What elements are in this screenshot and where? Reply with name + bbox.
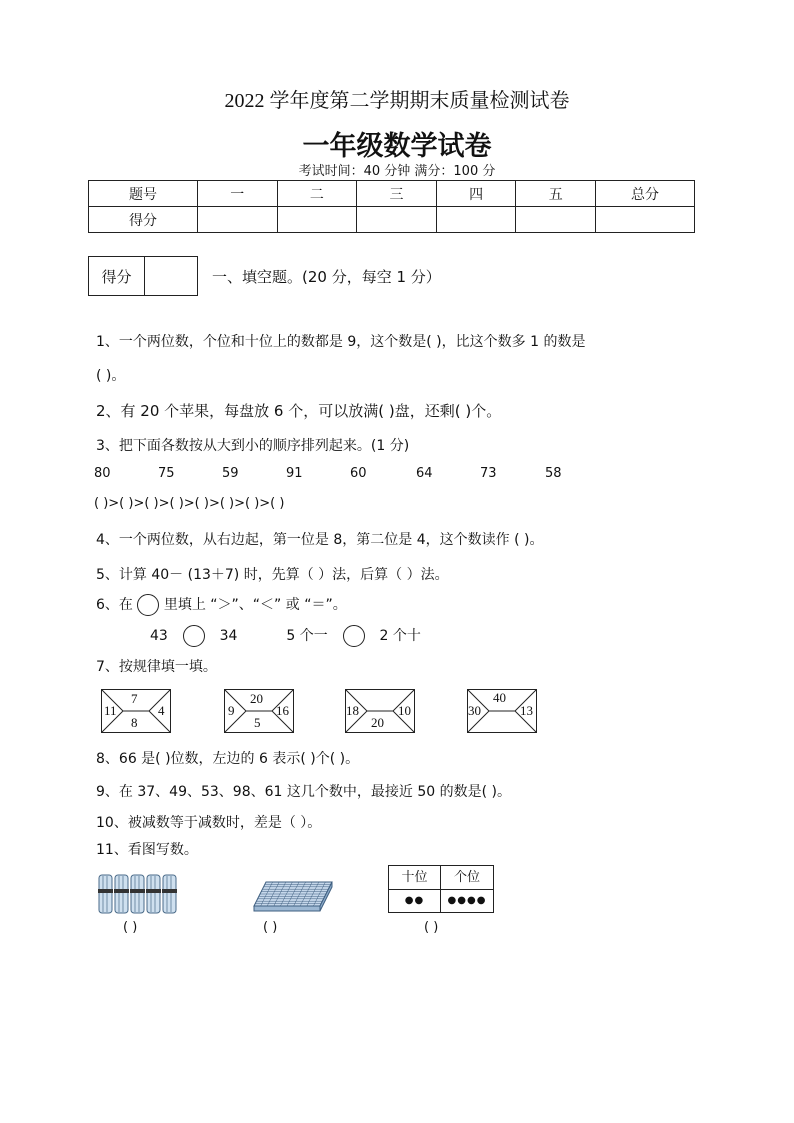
score-cell[interactable] <box>198 207 278 233</box>
score-header-cell: 四 <box>436 181 516 207</box>
envelope-2 <box>224 689 294 733</box>
question-6-prefix: 6、在 <box>96 597 133 613</box>
number-item: 60 <box>350 466 367 481</box>
envelope-top: 7 <box>131 691 138 706</box>
score-table-header-row <box>89 181 695 207</box>
score-header-cell: 题号 <box>89 181 198 207</box>
question-6-suffix: 里填上 “＞”、“＜” 或 “＝”。 <box>163 597 347 613</box>
answer-blank-2[interactable]: ( ) <box>263 920 278 935</box>
envelope-bottom: 20 <box>371 715 384 730</box>
score-header-cell: 总分 <box>596 181 695 207</box>
envelope-left: 18 <box>346 703 359 718</box>
section-score-box <box>88 256 198 296</box>
score-row-label: 得分 <box>89 207 198 233</box>
ones-dots: ●●●● <box>447 895 487 906</box>
question-6-items <box>150 625 421 647</box>
exam-title: 2022 学年度第二学期期末质量检测试卷 <box>224 90 570 112</box>
envelope-3 <box>345 689 415 733</box>
question-6 <box>96 594 347 616</box>
section-score-label: 得分 <box>89 257 145 295</box>
score-cell[interactable] <box>436 207 516 233</box>
envelope-1 <box>101 689 171 733</box>
question-1-line2: ( )。 <box>96 368 126 384</box>
question-5: 5、计算 40－ (13＋7) 时，先算（ ）法，后算（ ）法。 <box>96 567 449 583</box>
score-header-cell: 一 <box>198 181 278 207</box>
exam-info: 考试时间：40 分钟 满分：100 分 <box>298 164 496 179</box>
envelope-bottom: 8 <box>131 715 138 730</box>
number-item: 73 <box>480 466 497 481</box>
place-tens-header: 十位 <box>389 866 441 890</box>
envelope-4 <box>467 689 537 733</box>
number-item: 91 <box>286 466 303 481</box>
number-item: 75 <box>158 466 175 481</box>
envelope-right: 4 <box>158 703 165 718</box>
score-header-cell: 二 <box>277 181 357 207</box>
circle-icon <box>137 594 159 616</box>
envelope-top: 20 <box>250 691 263 706</box>
compare-circle-2[interactable] <box>343 625 365 647</box>
score-cell[interactable] <box>357 207 437 233</box>
question-10: 10、被减数等于减数时，差是（ ）。 <box>96 815 322 831</box>
place-ones-header: 个位 <box>441 866 493 890</box>
score-table-score-row <box>89 207 695 233</box>
question-9: 9、在 37、49、53、98、61 这几个数中，最接近 50 的数是( )。 <box>96 784 511 800</box>
answer-blank-1[interactable]: ( ) <box>123 920 138 935</box>
answer-blank-3[interactable]: ( ) <box>424 920 439 935</box>
bundles-of-sticks-icon <box>96 871 178 917</box>
score-cell[interactable] <box>596 207 695 233</box>
compare-left-1: 43 <box>150 628 168 644</box>
question-8: 8、66 是( )位数，左边的 6 表示( )个( )。 <box>96 751 360 767</box>
question-1-line1: 1、一个两位数，个位和十位上的数都是 9，这个数是( )，比这个数多 1 的数是 <box>96 334 586 350</box>
envelope-right: 16 <box>276 703 289 718</box>
score-header-cell: 三 <box>357 181 437 207</box>
envelope-bottom: 5 <box>254 715 261 730</box>
envelope-left: 9 <box>228 703 235 718</box>
place-value-chart <box>388 865 494 913</box>
question-11: 11、看图写数。 <box>96 842 198 858</box>
envelope-top: 40 <box>493 690 506 705</box>
number-item: 80 <box>94 466 111 481</box>
compare-right-1: 34 <box>219 628 238 644</box>
compare-left-2: 5 个一 <box>286 628 328 644</box>
number-item: 58 <box>545 466 562 481</box>
question-3-blanks: ( )>( )>( )>( )>( )>( )>( )>( ) <box>94 496 285 511</box>
number-item: 64 <box>416 466 433 481</box>
envelope-right: 10 <box>398 703 411 718</box>
section-score-blank[interactable] <box>145 257 197 295</box>
compare-right-2: 2 个十 <box>379 628 421 644</box>
envelope-left: 11 <box>104 703 117 718</box>
question-4: 4、一个两位数，从右边起，第一位是 8，第二位是 4，这个数读作 ( )。 <box>96 532 544 548</box>
section-title: 一、填空题。(20 分，每空 1 分） <box>212 268 441 286</box>
exam-subtitle: 一年级数学试卷 <box>302 131 492 162</box>
number-item: 59 <box>222 466 239 481</box>
envelope-left: 30 <box>468 703 481 718</box>
compare-circle-1[interactable] <box>183 625 205 647</box>
envelope-right: 13 <box>520 703 533 718</box>
question-3: 3、把下面各数按从大到小的顺序排列起来。(1 分) <box>96 438 410 454</box>
score-header-cell: 五 <box>516 181 596 207</box>
tens-dots: ●● <box>389 890 441 912</box>
hundred-block-icon <box>252 878 334 912</box>
score-cell[interactable] <box>277 207 357 233</box>
question-7: 7、按规律填一填。 <box>96 659 217 675</box>
score-table <box>88 180 695 233</box>
score-cell[interactable] <box>516 207 596 233</box>
question-2: 2、有 20 个苹果，每盘放 6 个，可以放满( )盘，还剩( )个。 <box>96 402 502 420</box>
